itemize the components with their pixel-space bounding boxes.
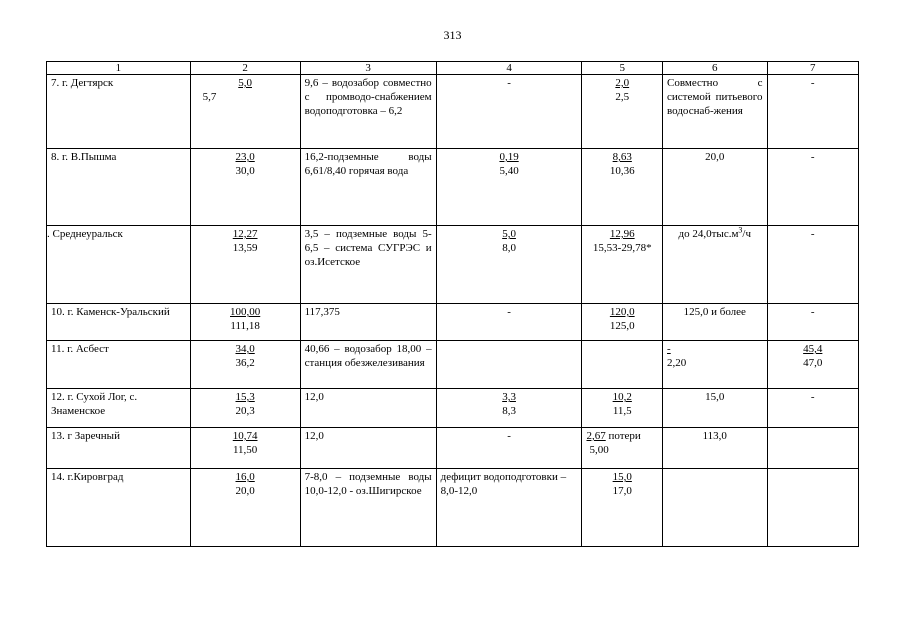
value-cell: - — [767, 149, 858, 226]
value-bottom: 30,0 — [235, 165, 255, 177]
value-cell: - — [436, 428, 582, 469]
unit-superscript: 3 — [738, 225, 743, 235]
source-cell: 9,6 – водозабор совместно с промводо-снабжением водоподготовка – 6,2 — [300, 75, 436, 149]
value-top: 2,0 — [615, 77, 630, 89]
value-top: 2,67 — [586, 430, 606, 442]
note-cell — [663, 469, 767, 547]
value-cell: - — [436, 304, 582, 341]
value-top: 100,00 — [230, 306, 261, 318]
note-cell: 113,0 — [663, 428, 767, 469]
value-bottom: 125,0 — [609, 320, 635, 332]
value-bottom: 111,18 — [230, 320, 260, 332]
table-row — [47, 226, 859, 304]
value-cell — [582, 469, 663, 547]
city-cell: 10. г. Каменск-Уральский — [47, 304, 191, 341]
value-bottom: 11,50 — [232, 444, 258, 456]
value-top: 10,2 — [612, 391, 632, 403]
value-cell — [767, 428, 858, 469]
source-cell: 12,0 — [300, 389, 436, 428]
value-top: 34,0 — [235, 343, 255, 355]
value-cell: - — [436, 75, 582, 149]
value-cell — [436, 149, 582, 226]
city-cell: 7. г. Дегтярск — [47, 75, 191, 149]
value-bottom: 5,40 — [499, 165, 519, 177]
value-bottom: 2,20 — [667, 357, 687, 369]
unit-suffix: /ч — [742, 228, 752, 240]
value-cell — [190, 149, 300, 226]
table-row — [47, 389, 859, 428]
value-cell — [582, 428, 663, 469]
city-cell: 13. г Заречный — [47, 428, 191, 469]
source-cell: 40,66 – водозабор 18,00 – станция обезжелезивания — [300, 341, 436, 389]
value-cell — [190, 469, 300, 547]
value-top: 3,3 — [502, 391, 516, 403]
value-cell — [190, 341, 300, 389]
column-header: 4 — [436, 62, 582, 75]
value-top: 16,0 — [235, 471, 255, 483]
value-top: 10,74 — [232, 430, 258, 442]
column-header: 1 — [47, 62, 191, 75]
value-cell — [582, 389, 663, 428]
value-cell — [582, 341, 663, 389]
column-header: 5 — [582, 62, 663, 75]
value-cell — [582, 75, 663, 149]
table-row — [47, 75, 859, 149]
value-bottom: 8,0 — [502, 242, 516, 254]
column-header: 3 — [300, 62, 436, 75]
table-row — [47, 149, 859, 226]
value-cell — [582, 226, 663, 304]
value-cell — [436, 226, 582, 304]
table-header-row — [47, 62, 859, 75]
value-cell: - — [767, 75, 858, 149]
city-cell: . Среднеуральск — [47, 226, 191, 304]
value-cell: - — [767, 389, 858, 428]
value-cell — [190, 75, 300, 149]
value-bottom: 13,59 — [232, 242, 258, 254]
note-cell: дефицит водоподготовки – 8,0-12,0 — [436, 469, 582, 547]
value-top: 15,0 — [612, 471, 632, 483]
value-top: 12,27 — [232, 228, 258, 240]
source-cell: 12,0 — [300, 428, 436, 469]
value-cell — [436, 341, 582, 389]
note-cell — [663, 226, 767, 304]
column-header: 6 — [663, 62, 767, 75]
city-cell: 11. г. Асбест — [47, 341, 191, 389]
source-cell: 7-8,0 – подземные воды 10,0-12,0 - оз.Шигирское — [300, 469, 436, 547]
value-cell: - — [767, 304, 858, 341]
value-top: 5,0 — [238, 77, 252, 89]
note-cell — [663, 341, 767, 389]
note-cell: 125,0 и более — [663, 304, 767, 341]
value-top: 120,0 — [609, 306, 635, 318]
value-top: 12,96 — [609, 228, 635, 240]
value-top: - — [667, 343, 671, 355]
value-cell — [190, 389, 300, 428]
value-cell — [190, 428, 300, 469]
table-row — [47, 304, 859, 341]
source-cell: 117,375 — [300, 304, 436, 341]
value-top: 8,63 — [612, 151, 632, 163]
source-cell: 16,2-подземные воды 6,61/8,40 горячая вода — [300, 149, 436, 226]
value-bottom: 8,3 — [502, 405, 516, 417]
note-cell: 20,0 — [663, 149, 767, 226]
value-top: 5,0 — [502, 228, 516, 240]
note-cell: Совместно с системой питьевого водоснаб-жения — [663, 75, 767, 149]
source-cell: 3,5 – подземные воды 5-6,5 – система СУГРЭС и оз.Исетское — [300, 226, 436, 304]
value-bottom: 2,5 — [615, 91, 630, 103]
page-number: 313 — [443, 28, 462, 42]
value-cell — [436, 389, 582, 428]
value-cell — [767, 469, 858, 547]
value-cell — [582, 304, 663, 341]
value-top: 23,0 — [235, 151, 255, 163]
value-cell — [190, 304, 300, 341]
value-cell — [767, 341, 858, 389]
table-row — [47, 469, 859, 547]
value-cell: - — [767, 226, 858, 304]
value-bottom: 47,0 — [803, 357, 823, 369]
value-bottom: 5,00 — [589, 444, 609, 456]
value-bottom: 20,3 — [235, 405, 255, 417]
value-cell — [582, 149, 663, 226]
data-table — [46, 61, 859, 547]
city-cell: 12. г. Сухой Лог, с. Знаменское — [47, 389, 191, 428]
value-top: 0,19 — [499, 151, 519, 163]
value-bottom: 15,53-29,78* — [592, 242, 652, 254]
value-cell — [190, 226, 300, 304]
value-bottom: 11,5 — [612, 405, 632, 417]
value-bottom: 17,0 — [612, 485, 632, 497]
value-top: 45,4 — [803, 343, 823, 355]
column-header: 7 — [767, 62, 858, 75]
capacity-text: до 24,0тыс.м — [678, 228, 739, 240]
table-row — [47, 428, 859, 469]
value-bottom: 20,0 — [235, 485, 255, 497]
value-bottom: 10,36 — [609, 165, 635, 177]
value-top: 15,3 — [235, 391, 255, 403]
table-row — [47, 341, 859, 389]
value-bottom: 36,2 — [235, 357, 255, 369]
column-header: 2 — [190, 62, 300, 75]
city-cell: 8. г. В.Пышма — [47, 149, 191, 226]
loss-label: потери — [605, 430, 641, 442]
value-bottom: 5,7 — [202, 91, 217, 103]
note-cell: 15,0 — [663, 389, 767, 428]
city-cell: 14. г.Кировград — [47, 469, 191, 547]
